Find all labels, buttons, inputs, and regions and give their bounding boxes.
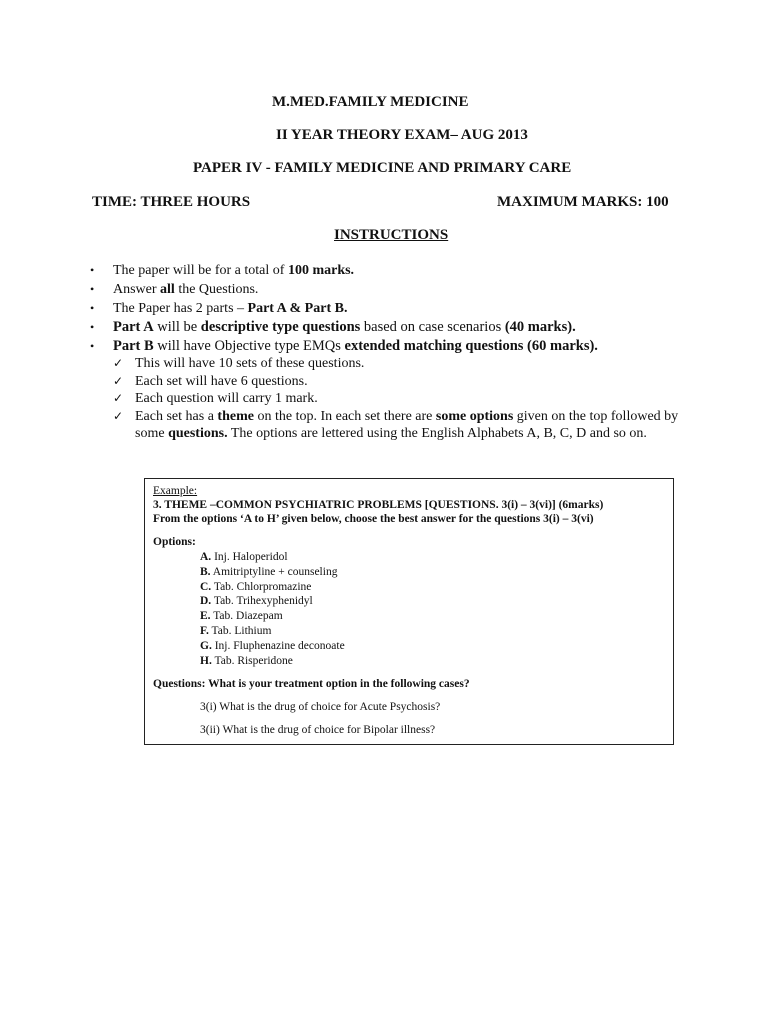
example-direction: From the options ‘A to H’ given below, choose the best answer for the questions 3(i) – 3(vi)	[153, 513, 594, 525]
question-item: 3(ii) What is the drug of choice for Bipolar illness?	[200, 724, 436, 737]
option-item: B. Amitriptyline + counseling	[200, 565, 338, 578]
instruction-list	[90, 261, 710, 356]
checkmark-icon: ✓	[113, 408, 124, 423]
bullet-icon: •	[90, 282, 95, 296]
example-theme: 3. THEME –COMMON PSYCHIATRIC PROBLEMS [QUESTIONS. 3(i) – 3(vi)] (6marks)	[153, 499, 604, 511]
detail-item: ✓ Each set will have 6 questions.	[113, 373, 308, 389]
instruction-item: • Part B will have Objective type EMQs extended matching questions (60 marks).	[90, 338, 598, 354]
question-item: 3(i) What is the drug of choice for Acute Psychosis?	[200, 701, 441, 714]
example-box	[144, 478, 674, 745]
option-item: H. Tab. Risperidone	[200, 654, 293, 667]
bullet-icon: •	[90, 301, 95, 315]
checkmark-icon: ✓	[113, 373, 124, 388]
options-list	[200, 550, 665, 668]
checkmark-icon: ✓	[113, 391, 124, 405]
instruction-item: • Answer all the Questions.	[90, 282, 259, 297]
questions-heading: Questions: What is your treatment option in the following cases?	[153, 678, 470, 691]
option-item: E. Tab. Diazepam	[200, 610, 283, 623]
detail-item: ✓ Each set has a theme on the top. In each set there are some options given on the top followed by some questions. The options are lettered using the English Alphabets A, B, C, D and so on.	[113, 408, 679, 441]
instructions-heading: INSTRUCTIONS	[334, 227, 449, 243]
option-item: D. Tab. Trihexyphenidyl	[200, 595, 313, 608]
bullet-icon: •	[90, 320, 95, 334]
detail-item: ✓ This will have 10 sets of these questions.	[113, 356, 365, 371]
option-item: G. Inj. Fluphenazine deconoate	[200, 639, 345, 652]
paper-title: PAPER IV - FAMILY MEDICINE AND PRIMARY CARE	[193, 160, 572, 176]
option-item: A. Inj. Haloperidol	[200, 551, 288, 563]
checkmark-icon: ✓	[113, 356, 124, 370]
bullet-icon: •	[90, 339, 95, 353]
course-title: M.MED.FAMILY MEDICINE	[272, 94, 469, 110]
exam-duration: TIME: THREE HOURS	[92, 194, 251, 210]
options-heading: Options:	[153, 536, 196, 548]
maximum-marks: MAXIMUM MARKS: 100	[497, 194, 669, 210]
part-b-details	[113, 355, 683, 443]
detail-item: ✓ Each question will carry 1 mark.	[113, 391, 318, 406]
instruction-item: • The Paper has 2 parts – Part A & Part B.	[90, 301, 348, 316]
exam-title: II YEAR THEORY EXAM– AUG 2013	[276, 127, 528, 143]
option-item: F. Tab. Lithium	[200, 624, 272, 637]
instruction-item: • The paper will be for a total of 100 marks.	[90, 263, 355, 278]
instruction-item: • Part A will be descriptive type questions based on case scenarios (40 marks).	[90, 319, 576, 335]
example-label: Example:	[153, 485, 198, 497]
bullet-icon: •	[90, 263, 95, 277]
option-item: C. Tab. Chlorpromazine	[200, 580, 312, 593]
